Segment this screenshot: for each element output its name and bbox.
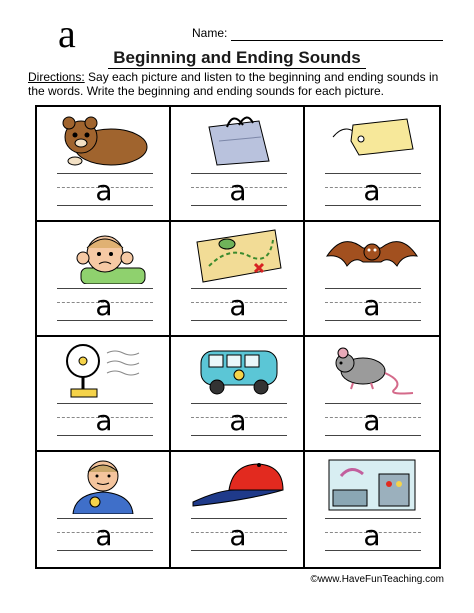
directions-label: Directions: [28, 70, 85, 84]
fan-icon [55, 341, 153, 399]
map-icon [189, 226, 287, 284]
cell-letter: a [229, 404, 247, 437]
bat-icon [323, 226, 421, 284]
van-icon [189, 341, 287, 399]
cell-letter: a [95, 289, 113, 322]
page-title: Beginning and Ending Sounds [113, 48, 361, 67]
picture-cell [37, 222, 171, 337]
picture-cell [305, 107, 439, 222]
directions [28, 70, 452, 98]
picture-cell [305, 222, 439, 337]
name-line[interactable] [231, 40, 443, 41]
title-underline [108, 68, 366, 69]
cell-letter: a [229, 519, 247, 552]
picture-grid [35, 105, 441, 569]
cell-letter: a [95, 174, 113, 207]
sad-boy-icon [55, 226, 153, 284]
worksheet-letter: a [58, 11, 76, 56]
picture-cell [305, 337, 439, 452]
cell-letter: a [95, 404, 113, 437]
cell-letter: a [363, 289, 381, 322]
picture-cell [171, 107, 305, 222]
directions-text: Say each picture and listen to the beginning and ending sounds in the words. Write the beginning and ending sounds for each picture. [28, 70, 439, 98]
cell-letter: a [229, 289, 247, 322]
name-label: Name: [192, 26, 228, 40]
picture-cell [171, 337, 305, 452]
picture-cell [37, 107, 171, 222]
picture-cell [305, 452, 439, 567]
cap-icon [189, 456, 287, 514]
cell-letter: a [95, 519, 113, 552]
bag-icon [189, 111, 287, 169]
man-icon [55, 456, 153, 514]
tag-icon [323, 111, 421, 169]
cell-letter: a [363, 519, 381, 552]
cell-letter: a [363, 404, 381, 437]
cell-letter: a [229, 174, 247, 207]
footer-credit: ©www.HaveFunTeaching.com [310, 574, 444, 585]
hamster-icon [55, 111, 153, 169]
cell-letter: a [363, 174, 381, 207]
picture-cell [171, 452, 305, 567]
picture-cell [37, 337, 171, 452]
rat-icon [323, 341, 421, 399]
lab-icon [323, 456, 421, 514]
picture-cell [171, 222, 305, 337]
picture-cell [37, 452, 171, 567]
